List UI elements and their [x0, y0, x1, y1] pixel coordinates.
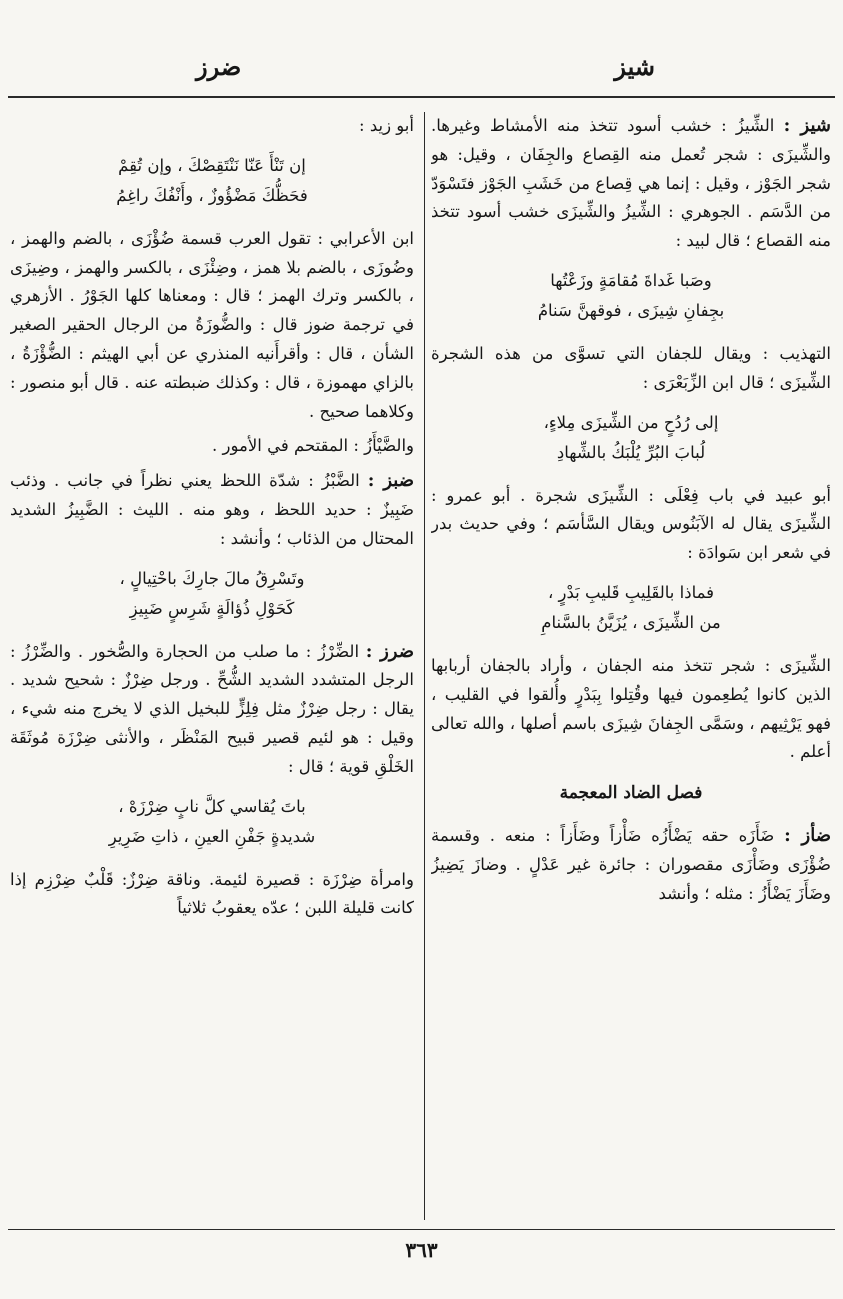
- column-divider: [424, 112, 425, 1220]
- verse-abu-zayd: [10, 151, 414, 211]
- paragraph-dayaz: والضَّيْأَزُ : المقتحم في الأمور .: [212, 436, 414, 456]
- headword-dirz: ضرز :: [365, 640, 414, 662]
- page-number: ٣٦٣: [405, 1238, 438, 1262]
- verse-line: إلى رُدُحٍ من الشِّيزَى مِلاءٍ،: [543, 412, 719, 432]
- headword-daaz: ضأز :: [784, 824, 831, 846]
- verse-line: من الشِّيزَى ، يُزَيَّنُ بالسَّنامِ: [541, 612, 721, 632]
- verse-line: فماذا بالقَلِيبِ قَليبِ بَدْرٍ ،: [547, 582, 715, 602]
- entry-shiz: [431, 112, 831, 256]
- verse-line: باتَ يُقاسي كلَّ نابٍ ضِرْزَهْ ،: [118, 796, 306, 816]
- paragraph-abu-ubayd: أبو عبيد في باب فِعْلَى : الشِّيزَى شجرة . أبو عمرو : الشِّيزَى يقال له الآبَنُوس ويقال السَّأسَم ؛ وفي حديث بدر في شعر ابن سَوادَة :: [431, 485, 831, 563]
- paragraph-tahdhib: التهذيب : ويقال للجفان التي تسوَّى من هذه الشجرة الشِّيزَى ؛ قال ابن الزِّبَعْرَى :: [431, 343, 831, 392]
- right-column: [431, 112, 831, 1222]
- headword-shiz: شيز :: [783, 115, 831, 136]
- verse-line: وتَسْرِقُ مالَ جارِكَ باحْتِيالٍ ،: [119, 568, 305, 588]
- headword-dabz: ضبز :: [367, 470, 414, 492]
- verse-line: بجِفانِ شِيزَى ، فوقهنَّ سَنامُ: [537, 300, 725, 320]
- verse-line: وصَبا غَداةَ مُقامَةٍ وزَعْتُها: [550, 270, 712, 290]
- entry-dirz: [10, 638, 414, 782]
- paragraph-ibn-arabi: ابن الأعرابي : تقول العرب قسمة ضُؤْزَى ، بالضم والهمز ، وضُوزَى ، بالضم بلا همز ، وضِئْزَى ، بالكسر والهمز ، وضِيزَى ، بالكسر وترك الهمز ؛ قال : ومعناها كلها الجَوْرُ . الأزهري في ترجمة ضوز قال : والضُّوزَةُ من الرجال الحقير الصغير الشأن ، قال : وأقرأَنيه المنذري عن أبي الهيثم : الضُّؤْزَةُ ، بالزاي مهموزة ، قال : وكذلك ضبطته عنه . قال أبو منصور : وكلاهما صحيح .: [10, 228, 414, 421]
- entry-dabz: [10, 467, 414, 553]
- paragraph-abu-zayd: أبو زيد :: [359, 116, 414, 135]
- entry-shiz-text: الشِّيزُ : خشب أسود تتخذ منه الأمشاط وغيرها. والشِّيزَى : شجر تُعمل منه القِصاع والجِفَان ، وقيل: هو شجر الجَوْز ، وقيل : إنما هي قِصاع من خَشَبِ الجَوْز فتَسْوَدّ من الدَّسَم . الجوهري : الشِّيزُ والشِّيزَى خشب أسود تتخذ منه القصاع ؛ قال لبيد :: [431, 116, 831, 251]
- verse-line: شديدةٍ جَفْنِ العينِ ، ذاتِ ضَرِيرِ: [108, 826, 316, 846]
- header-entry-right: شيز: [614, 52, 655, 81]
- section-title: فصل الضاد المعجمة: [559, 783, 703, 804]
- entry-daaz-text: ضَأَزَه حقه يَضْأَزُه ضَأْزاً وضَأَزاً : منعه . وقسمة ضُؤْزَى وضَأْزَى مقصوران : جائرة غير عَدْلٍ . وضازَ يَضِيزُ وضَأَزَ يَضْأَزُ : مثله ؛ وأنشد: [431, 825, 831, 903]
- verse-labid: [431, 266, 831, 326]
- footer-rule: [8, 1229, 835, 1230]
- verse-line: إن تَنْأَ عَنّا نَنْتَقِصْكَ ، وإن تُقِمْ: [118, 155, 306, 175]
- verse-ibn-zibara: [431, 408, 831, 468]
- header-entry-left: ضرز: [196, 52, 242, 81]
- entry-dirz-text: الضِّرْزُ : ما صلب من الحجارة والصُّخور . والضِّرْزُ : الرجل المتشدد الشديد الشُّحِّ . ورجل ضِرْزٌ : شحيح شديد . يقال : رجل ضِرْزٌ مثل فِلِزٍّ للبخيل الذي لا يخرج منه شيء ، وقيل : هو لئيم قصير قبيح المَنْظَر ، والأنثى ضِرْزَة مُوثَقَة الخَلْقِ قوية ؛ قال :: [10, 641, 414, 776]
- verse-ibn-sawada: [431, 578, 831, 638]
- left-column: [10, 112, 414, 1222]
- verse-line: لُبابَ البُرِّ يُلْبَكُ بالشِّهادِ: [556, 442, 706, 462]
- header-rule: [8, 96, 835, 98]
- entry-daaz: [431, 822, 831, 908]
- verse-line: كَحَوْلِ ذُؤالَةٍ شَرِسٍ ضَبِيزِ: [129, 598, 295, 618]
- entry-dabz-text: الضَّبْزُ : شدّة اللحظ يعني نظراً في جانب . وذئب ضَبِيزٌ : حديد اللحظ ، وهو منه . الليث : الضَّبِيزُ الشديد المحتال من الذئاب ؛ وأنشد :: [10, 471, 414, 548]
- paragraph-imraa-dirza: وامرأة ضِرْزَة : قصيرة لئيمة. وناقة ضِرْزٌ: قَلْبٌ ضِرْزِم إذا كانت قليلة اللبن ؛ عدّه يعقوبُ ثلاثياً: [10, 869, 414, 918]
- verse-dabiz: [10, 564, 414, 624]
- verse-line: فحَظُّكَ مَضْؤُوزٌ ، وأَنْفُكَ راغِمُ: [116, 185, 308, 205]
- paragraph-shiza-explanation: الشِّيزَى : شجر تتخذ منه الجفان ، وأراد بالجفان أربابها الذين كانوا يُطعِمون فيها وقُتِلوا بِبَدْرٍ وأُلقوا في القليب ، فهو يَرْثِيهم ، وسَمَّى الجِفانَ شِيزَى باسم أصلها ، والله تعالى أعلم .: [431, 655, 831, 762]
- verse-dirza: [10, 792, 414, 852]
